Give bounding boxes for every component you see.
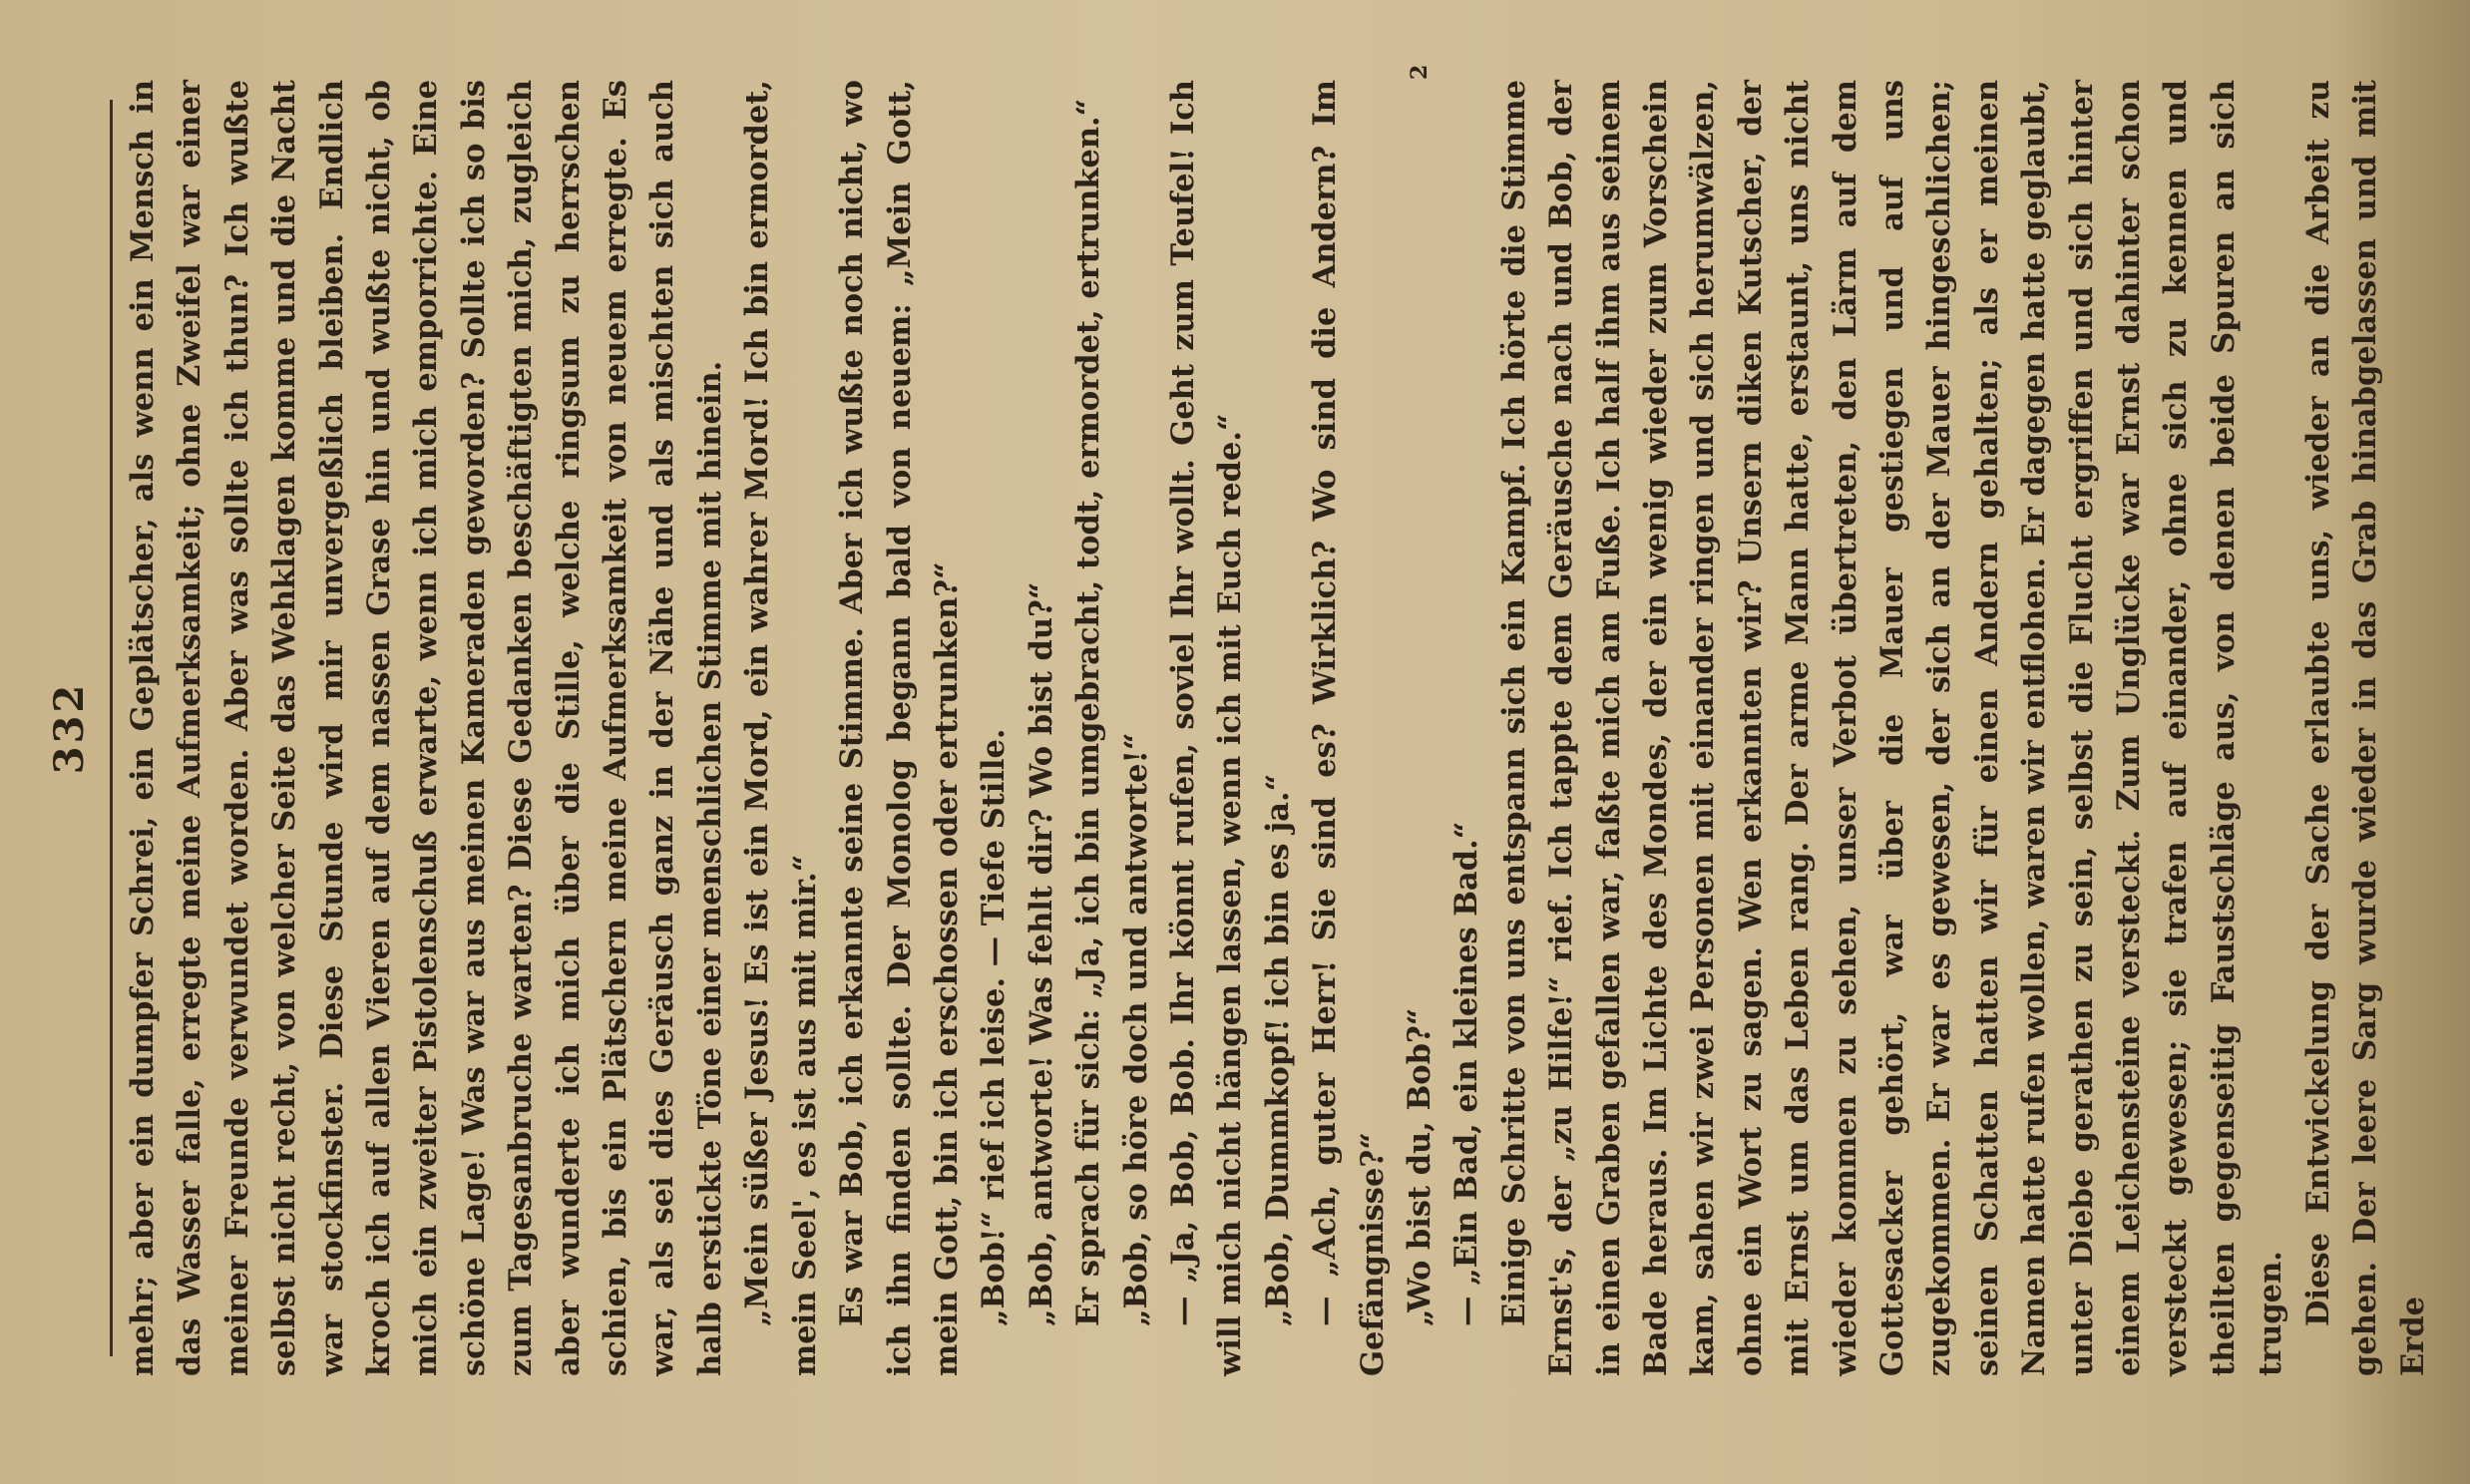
paragraph: „Bob, so höre doch und antworte!“ (1117, 732, 1154, 1326)
page-header (40, 100, 130, 1356)
paragraph: mehr; aber ein dumpfer Schrei, ein Geplätscher, als wenn ein Mensch in das Wasser falle, erregte meine Aufmerksamkeit; ohne Zweifel war einer meiner Freunde verwundet worden. Aber was sollte ich thun? Ich wußte selbst nicht recht, von welcher Seite das Wehklagen komme und die Nacht war stockfinster. Diese Stunde wird mir unvergeßlich bleiben. Endlich kroch ich auf allen Vieren auf dem nassen Grase hin und wußte nicht, ob mich ein zweiter Pistolenschuß erwarte, wenn ich mich emporrichte. Eine schöne Lage! Was war aus meinen Kameraden geworden? Sollte ich so bis zum Tagesanbruche warten? Diese Gedanken beschäftigten mich, zugleich aber wunderte ich mich über die Stille, welche ringsum zu herrschen schien, bis ein Plätschern meine Aufmerksamkeit von neuem erregte. Es war, als sei dies Geräusch ganz in der Nähe und als mischten sich auch halb erstickte Töne einer menschlichen Stimme mit hinein. (125, 80, 728, 1376)
signature-mark: 2 (1407, 64, 1433, 80)
paragraph: „Bob, antworte! Was fehlt dir? Wo bist du?“ (1023, 581, 1059, 1326)
paragraph: Diese Entwickelung der Sache erlaubte uns, wieder an die Arbeit zu gehen. Der leere Sarg wurde wieder in das Grab hinabgelassen und mit Erde (2299, 80, 2431, 1376)
rotated-page (0, 20, 2431, 1436)
page-number: 332 (46, 681, 93, 775)
header-rule (110, 100, 113, 1356)
paragraph: Er sprach für sich: „Ja, ich bin umgebracht, todt, ermordet, ertrunken.“ (1070, 98, 1107, 1326)
paragraph: „Mein süßer Jesus! Es ist ein Mord, ein wahrer Mord! Ich bin ermordet, mein Seel', es ist aus mit mir.“ (739, 80, 823, 1376)
paragraph: — „Ach, guter Herr! Sie sind es? Wirklich? Wo sind die Andern? Im Gefängnisse?“ (1307, 80, 1391, 1376)
paragraph: „Wo bist du, Bob?“ (1401, 1007, 1438, 1326)
body-text (120, 80, 2437, 1376)
paragraph: Es war Bob, ich erkannte seine Stimme. Aber ich wußte noch nicht, wo ich ihn finden sollte. Der Monolog begann bald von neuem: „Mein Gott, mein Gott, bin ich erschossen oder ertrunken?“ (834, 80, 965, 1376)
paragraph: „Bob, Dummkopf! ich bin es ja.“ (1259, 773, 1296, 1326)
paragraph: Einige Schritte von uns entspann sich ein Kampf. Ich hörte die Stimme Ernst's, der „zu Hilfe!“ rief. Ich tappte dem Geräusche nach und Bob, der in einen Graben gefallen war, faßte mich am Fuße. Ich half ihm aus seinem Bade heraus. Im Lichte des Mondes, der ein wenig wieder zum Vorschein kam, sahen wir zwei Personen mit einander ringen und sich herumwälzen, ohne ein Wort zu sagen. Wen erkannten wir? Unsern diken Kutscher, der mit Ernst um das Leben rang. Der arme Mann hatte, erstaunt, uns nicht wieder kommen zu sehen, unser Verbot übertreten, den Lärm auf dem Gottesacker gehört, war über die Mauer gestiegen und auf uns zugekommen. Er war es gewesen, der sich an der Mauer hingeschlichen; seinen Schatten hatten wir für einen Andern gehalten; als er meinen Namen hatte rufen wollen, waren wir entflohen. Er dagegen hatte geglaubt, unter Diebe gerathen zu sein, selbst die Flucht ergriffen und sich hinter einem Leichensteine versteckt. Zum Unglücke war Ernst dahinter schon versteckt gewesen; sie trafen auf einander, ohne sich zu kennen und theilten gegenseitig Faustschläge aus, von denen beide Spuren an sich trugen. (1495, 80, 2289, 1376)
paragraph: — „Ja, Bob, Bob. Ihr könnt rufen, soviel Ihr wollt. Geht zum Teufel! Ich will mich nicht hängen lassen, wenn ich mit Euch rede.“ (1164, 80, 1249, 1376)
paragraph: „Bob!“ rief ich leise. — Tiefe Stille. (976, 728, 1013, 1326)
paragraph: — „Ein Bad, ein kleines Bad.“ (1448, 821, 1485, 1326)
